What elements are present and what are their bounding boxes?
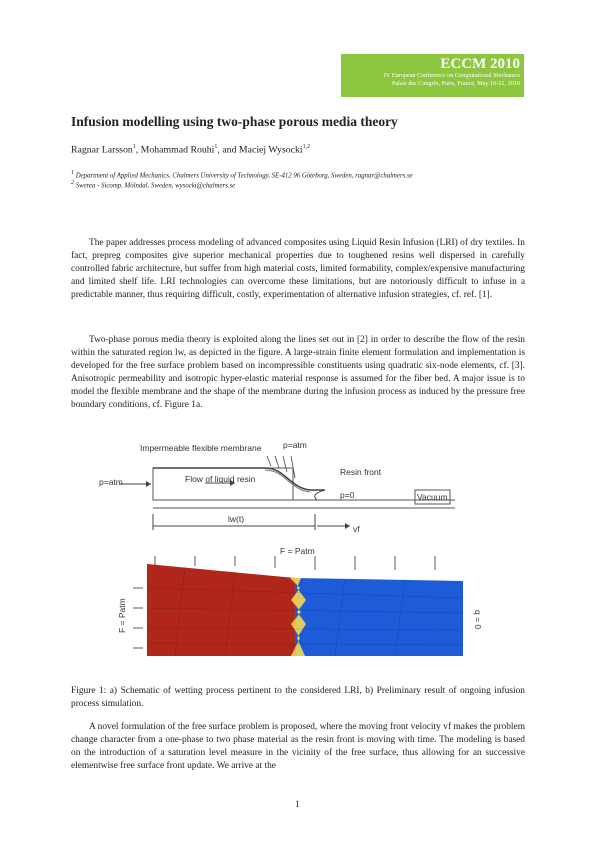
paper-title: Infusion modelling using two-phase porous media theory: [71, 114, 398, 129]
author-1-sup: 1: [132, 144, 136, 150]
dry-region: [295, 578, 463, 656]
conference-banner: [341, 54, 524, 97]
top-bc-label: F = Patm: [280, 546, 315, 556]
author-1: Ragnar Larsson: [71, 144, 133, 156]
author-list: [71, 144, 310, 155]
affiliation-2-sup: 2: [71, 180, 74, 186]
author-3-sup: 1,2: [302, 144, 311, 150]
affiliation-1: [71, 170, 413, 179]
affiliation-1-sup: 1: [71, 170, 74, 176]
conference-line-1: IV European Conference on Computational Mechanics: [383, 72, 520, 79]
author-3: , and Maciej Wysocki: [217, 144, 303, 156]
p0-label: p=0: [340, 490, 355, 500]
paragraph-3: A novel formulation of the free surface problem is proposed, where the moving front velocity vf makes the problem change character from a one-phase to two phase material as the resin front is moving with time. The modeling is based on the introduction of a saturation level measure in the vicinity of the free surface, thus allowing for an successive elementwise free surface front update. We arrive at the: [71, 722, 525, 772]
paragraph-2: Two-phase porous media theory is exploited along the lines set out in [2] in order to describe the flow of the resin within the saturated region lw, as depicted in the figure. A large-strain finite element formulation and implementation is developed for the free surface problem based on incompressible constituents using quadratic six-node elements, cf. [3]. Anisotropic permeability and isotropic hyper-elastic material response is assumed for the fiber bed. A major issue is to model the flexible membrane and the shape of the membrane during the infusion process as induced by the pressure free boundary conditions, cf. Figure 1a.: [71, 335, 525, 411]
author-2-sup: 1: [214, 144, 218, 150]
conference-line-2: Palais des Congrès, Paris, France, May 16-21, 2010: [391, 80, 520, 87]
patm-label: p=atm: [283, 440, 307, 450]
figure-1b-simulation: [117, 546, 483, 656]
figure-1a-schematic: [99, 440, 455, 534]
membrane-label: Impermeable flexible membrane: [140, 443, 262, 453]
conference-name: ECCM 2010: [440, 56, 520, 72]
resin-front-label: Resin front: [340, 467, 382, 477]
right-bc-label: q = 0: [473, 610, 483, 630]
flow-label: Flow of liquid resin: [185, 474, 256, 484]
vacuum-label: Vacuum: [417, 492, 448, 502]
vf-label: vf: [353, 524, 360, 534]
pin-label: p=atm: [99, 477, 123, 487]
affiliation-1-text: Department of Applied Mechanics, Chalmers University of Technology, SE-412 96 Göteborg, Sweden, ragnar@chalmers.se: [75, 172, 413, 180]
figure-caption: Figure 1: a) Schematic of wetting process pertinent to the considered LRI, b) Preliminary result of ongoing infusion process simulation.: [71, 686, 525, 709]
author-2: , Mohammad Rouhi: [135, 144, 215, 156]
page-number: 1: [295, 800, 300, 810]
paragraph-1: The paper addresses process modeling of advanced composites using Liquid Resin Infusion (LRI) of dry textiles. In fact, prepreg composites give superior mechanical properties due to toughened resins well dispersed in carefully controlled fabric architecture, but suffer from high material costs, limited formability, complex/expensive manufacturing and limited shelf life. LRI technologies can overcome these limitations, but are notoriously difficult to infuse in a predictable manner, thus requiring difficult, costly, experimentation of alternative infusion strategies, cf. ref. [1].: [71, 238, 525, 301]
figure-1: [95, 438, 515, 678]
left-bc-label: F = Patm: [117, 598, 127, 633]
lw-label: lw(t): [228, 514, 245, 524]
affiliation-2-text: Swerea - Sicomp, Mölndal, Sweden, wysocki@chalmers.se: [75, 182, 236, 190]
affiliation-2: [71, 180, 235, 189]
